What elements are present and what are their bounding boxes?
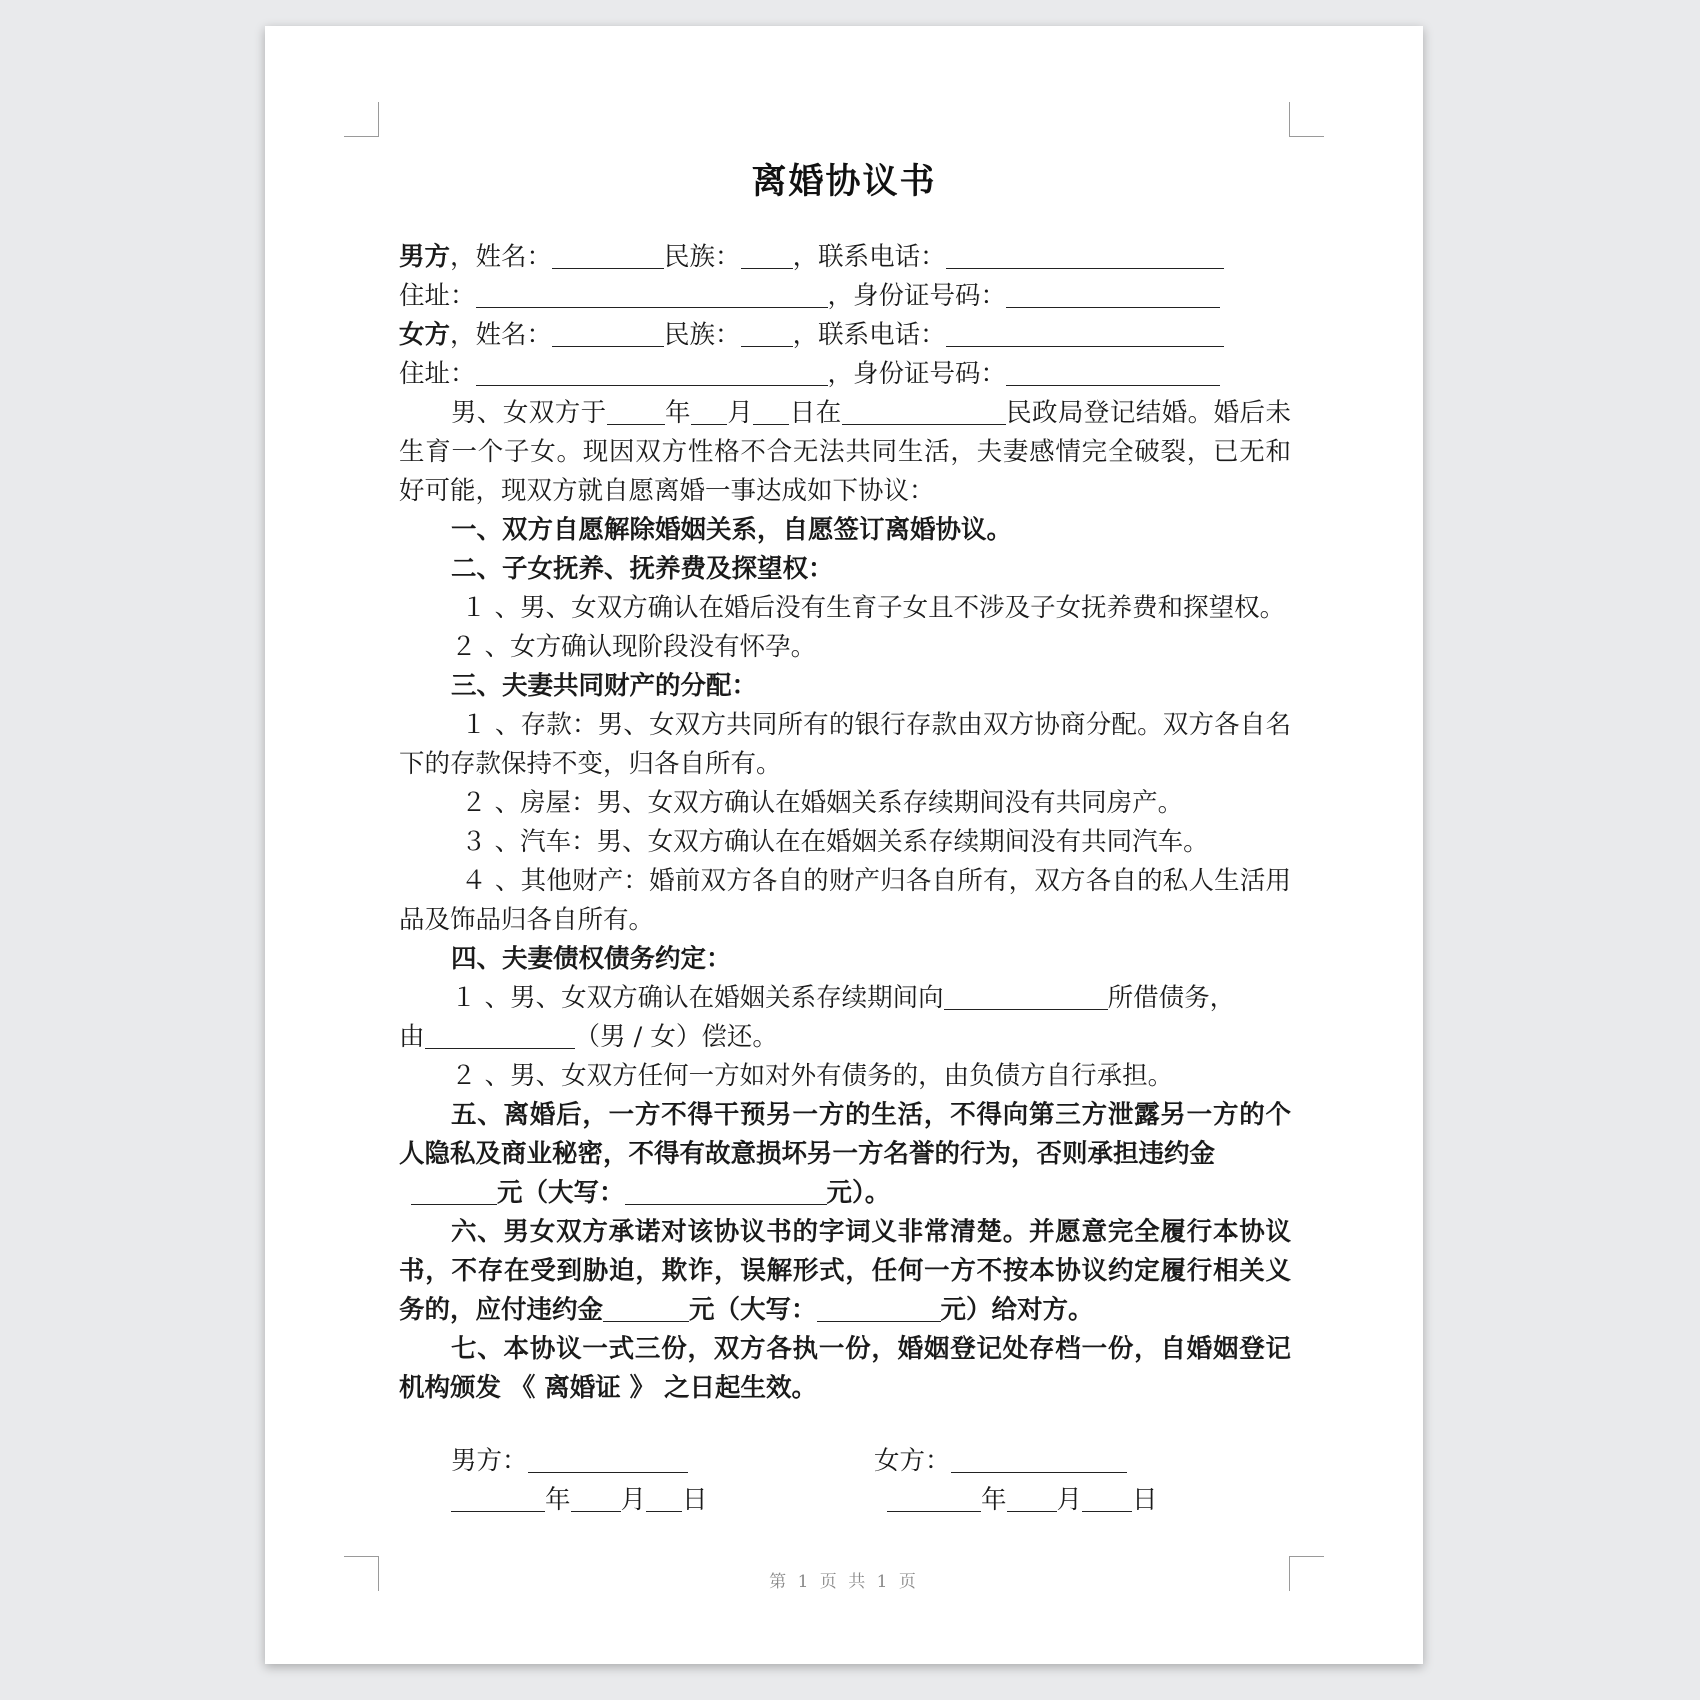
female-signature-blank[interactable] — [951, 1446, 1127, 1473]
section-3-item-3: ３ 、汽车：男、女双方确认在在婚姻关系存续期间没有共同汽车。 — [461, 827, 1209, 857]
document-page — [265, 26, 1423, 1664]
intro-text: 民政局登记结婚。婚后未生育一个子女。现因双方性格不合无法共同生活，夫妻感情完全破裂，已无和好可能，现双方就自愿离婚一事达成如下协议： — [399, 398, 1291, 506]
penalty-words-blank-2[interactable] — [817, 1295, 941, 1322]
female-day-blank[interactable] — [1082, 1485, 1132, 1512]
male-ethnicity-blank[interactable] — [741, 242, 793, 269]
female-signature — [874, 1442, 1127, 1481]
male-date — [451, 1481, 708, 1520]
year-label: 年 — [981, 1485, 1007, 1515]
id-label: ，身份证号码： — [827, 359, 1007, 389]
year-label: 年 — [664, 398, 691, 428]
male-year-blank[interactable] — [451, 1485, 545, 1512]
section-6-text: 元）给对方。 — [940, 1295, 1094, 1325]
section-5-text: 元）。 — [826, 1178, 891, 1208]
male-address-line — [399, 277, 1291, 316]
section-4-heading: 四、夫妻债权债务约定： — [451, 944, 732, 974]
year-label: 年 — [545, 1485, 571, 1515]
penalty-amount-blank-2[interactable] — [603, 1295, 689, 1322]
section-3-item-2: ２ 、房屋：男、女双方确认在婚姻关系存续期间没有共同房产。 — [461, 788, 1184, 818]
male-signature-blank[interactable] — [528, 1446, 688, 1473]
section-3-heading: 三、夫妻共同财产的分配： — [451, 671, 758, 701]
female-info-line — [399, 316, 1291, 355]
crop-mark-top-right — [1289, 102, 1324, 137]
female-id-blank[interactable] — [1006, 359, 1220, 386]
month-label: 月 — [1056, 1485, 1083, 1515]
male-signature-label: 男方： — [451, 1446, 528, 1476]
debt-text: １ 、男、女双方确认在婚姻关系存续期间向 — [451, 983, 944, 1013]
female-ethnicity-blank[interactable] — [741, 320, 793, 347]
section-3-item-1: １ 、存款：男、女双方共同所有的银行存款由双方协商分配。双方各自名下的存款保持不变，归各自所有。 — [399, 710, 1291, 779]
month-label: 月 — [620, 1485, 647, 1515]
section-6-text: 元（大写： — [689, 1295, 817, 1325]
signature-row — [399, 1442, 1291, 1481]
phone-label: ，联系电话： — [792, 242, 946, 272]
female-phone-blank[interactable] — [946, 320, 1224, 347]
section-6-text: 六、男女双方承诺对该协议书的字词义非常清楚。并愿意完全履行本协议书，不存在受到胁迫，欺诈，误解形式，任何一方不按本协议约定履行相关义务的，应付违约金 — [399, 1217, 1291, 1325]
section-4-item-1 — [399, 979, 1291, 1018]
section-2-item-1: １ 、男、女双方确认在婚后没有生育子女且不涉及子女抚养费和探望权。 — [461, 593, 1286, 623]
comma: ， — [450, 320, 476, 350]
comma: ， — [450, 242, 476, 272]
crop-mark-top-left — [344, 102, 379, 137]
male-phone-blank[interactable] — [946, 242, 1224, 269]
female-address-blank[interactable] — [476, 359, 828, 386]
address-label: 住址： — [399, 281, 476, 311]
section-2-heading: 二、子女抚养、抚养费及探望权： — [451, 554, 834, 584]
female-year-blank[interactable] — [887, 1485, 981, 1512]
document-body — [399, 238, 1291, 1520]
penalty-amount-blank-1[interactable] — [411, 1178, 497, 1205]
section-4-item-1-cont — [399, 1018, 1291, 1057]
id-label: ，身份证号码： — [827, 281, 1007, 311]
document-title: 离婚协议书 — [751, 161, 937, 202]
male-name-blank[interactable] — [552, 242, 664, 269]
ethnicity-label: 民族： — [664, 320, 741, 350]
intro-text: 男、女双方于 — [451, 398, 607, 428]
name-label: 姓名： — [475, 242, 553, 272]
debt-text: （男 / 女）偿还。 — [574, 1022, 778, 1052]
day-label: 日在 — [789, 398, 842, 428]
section-5-text: 五、离婚后，一方不得干预另一方的生活，不得向第三方泄露另一方的个人隐私及商业秘密，不得有故意损坏另一方名誉的行为，否则承担违约金 — [399, 1100, 1291, 1169]
section-6 — [399, 1213, 1291, 1330]
male-info-line — [399, 238, 1291, 277]
female-signature-label: 女方： — [874, 1446, 951, 1476]
intro-paragraph — [399, 394, 1291, 511]
male-month-blank[interactable] — [571, 1485, 621, 1512]
civil-affairs-bureau-blank[interactable] — [842, 398, 1006, 425]
section-5 — [399, 1096, 1291, 1213]
date-row — [399, 1481, 1291, 1520]
female-address-line — [399, 355, 1291, 394]
page-footer: 第 1 页 共 1 页 — [769, 1572, 919, 1592]
ethnicity-label: 民族： — [664, 242, 741, 272]
male-label: 男方 — [399, 242, 451, 272]
debt-text: 所借债务， — [1107, 983, 1236, 1013]
female-month-blank[interactable] — [1007, 1485, 1057, 1512]
section-4-item-2: ２ 、男、女双方任何一方如对外有债务的，由负债方自行承担。 — [451, 1061, 1174, 1091]
section-7: 七、本协议一式三份，双方各执一份，婚姻登记处存档一份，自婚姻登记机构颁发 《 离婚证 》 之日起生效。 — [399, 1334, 1291, 1403]
phone-label: ，联系电话： — [792, 320, 946, 350]
section-5-text: 元（大写： — [497, 1178, 625, 1208]
penalty-words-blank-1[interactable] — [625, 1178, 827, 1205]
male-address-blank[interactable] — [476, 281, 828, 308]
male-id-blank[interactable] — [1006, 281, 1220, 308]
male-signature — [451, 1442, 688, 1481]
day-label: 日 — [682, 1485, 708, 1515]
name-label: 姓名： — [475, 320, 553, 350]
female-date — [887, 1481, 1158, 1520]
day-label: 日 — [1132, 1485, 1158, 1515]
marriage-day-blank[interactable] — [753, 398, 789, 425]
section-3-item-4: ４ 、其他财产：婚前双方各自的财产归各自所有，双方各自的私人生活用品及饰品归各自所有。 — [399, 866, 1291, 935]
debt-text: 由 — [399, 1022, 425, 1052]
male-day-blank[interactable] — [646, 1485, 682, 1512]
marriage-year-blank[interactable] — [607, 398, 665, 425]
female-name-blank[interactable] — [552, 320, 664, 347]
creditor-blank[interactable] — [944, 983, 1108, 1010]
address-label: 住址： — [399, 359, 476, 389]
section-2-item-2: ２ 、女方确认现阶段没有怀孕。 — [451, 632, 817, 662]
marriage-month-blank[interactable] — [691, 398, 727, 425]
month-label: 月 — [726, 398, 754, 428]
female-label: 女方 — [399, 320, 451, 350]
debtor-blank[interactable] — [425, 1022, 575, 1049]
section-1: 一、双方自愿解除婚姻关系，自愿签订离婚协议。 — [451, 515, 1013, 545]
